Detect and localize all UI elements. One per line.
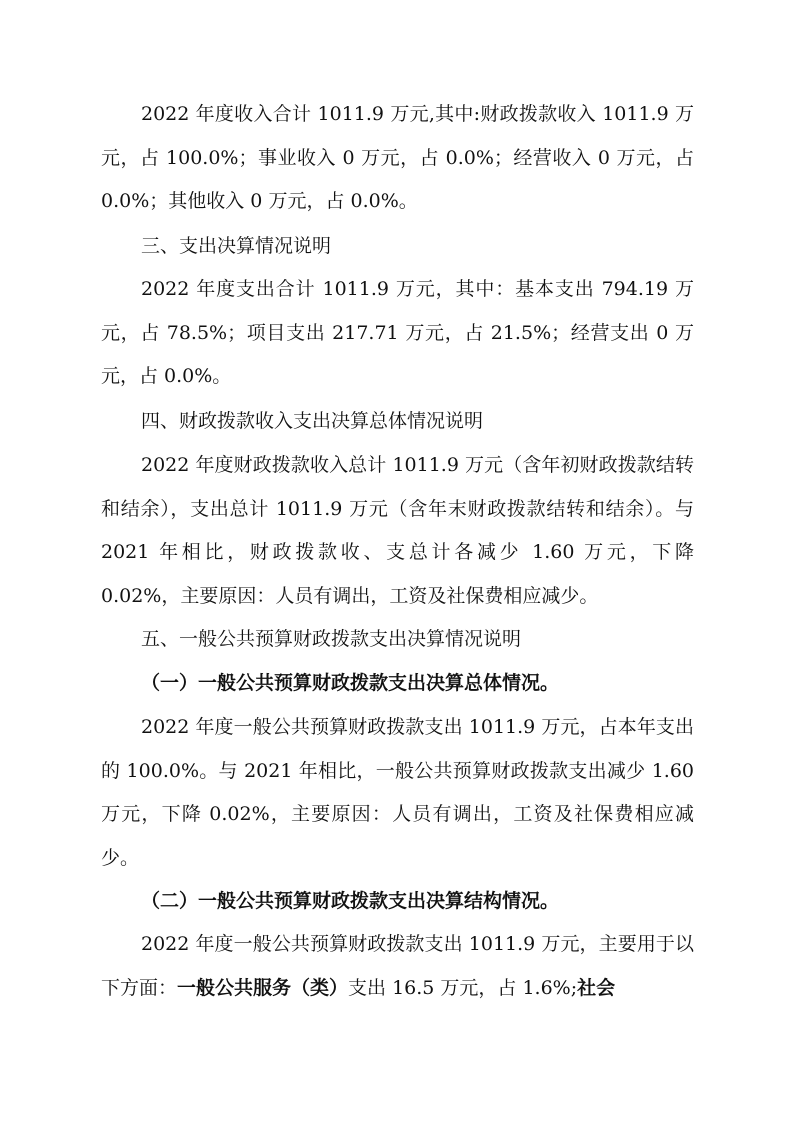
- section-4-heading: 四、财政拨款收入支出决算总体情况说明: [141, 410, 484, 432]
- subsection-5-1-heading: （一）一般公共预算财政拨款支出决算总体情况。: [141, 672, 560, 694]
- structure-text-amount: 支出 16.5 万元，占 1.6%;: [348, 976, 578, 999]
- income-summary-paragraph: 2022 年度收入合计 1011.9 万元,其中:财政拨款收入 1011.9 万元，占 100.0%；事业收入 0 万元，占 0.0%；经营收入 0 万元，占 0.0%；其他收入 0 万元，占 0.0%。: [101, 103, 694, 212]
- general-budget-overall-paragraph: 2022 年度一般公共预算财政拨款支出 1011.9 万元，占本年支出的 100.0%。与 2021 年相比，一般公共预算财政拨款支出减少 1.60 万元，下降 0.02%，主要原因：人员有调出，工资及社保费相应减少。: [101, 716, 694, 869]
- fiscal-allocation-paragraph: 2022 年度财政拨款收入总计 1011.9 万元（含年初财政拨款结转和结余），支出总计 1011.9 万元（含年末财政拨款结转和结余）。与 2021 年相比，财政拨款收、支总计各减少 1.60 万元，下降 0.02%，主要原因：人员有调出，工资及社保费相应减少。: [101, 454, 694, 607]
- section-5-heading: 五、一般公共预算财政拨款支出决算情况说明: [141, 628, 522, 650]
- expenditure-summary-paragraph: 2022 年度支出合计 1011.9 万元，其中：基本支出 794.19 万元，占 78.5%；项目支出 217.71 万元，占 21.5%；经营支出 0 万元，占 0.0%。: [101, 278, 694, 387]
- structure-text-intro: 2022 年度一般公共预算财政拨款支出 1011.9 万元，主要用于以下方面：: [101, 933, 694, 999]
- subsection-5-2-heading: （二）一般公共预算财政拨款支出决算结构情况。: [141, 890, 560, 912]
- section-3-heading: 三、支出决算情况说明: [141, 235, 332, 257]
- structure-category-social: 社会: [577, 976, 616, 999]
- structure-category-public-services: 一般公共服务（类）: [177, 976, 349, 999]
- general-budget-structure-paragraph: [101, 923, 694, 1010]
